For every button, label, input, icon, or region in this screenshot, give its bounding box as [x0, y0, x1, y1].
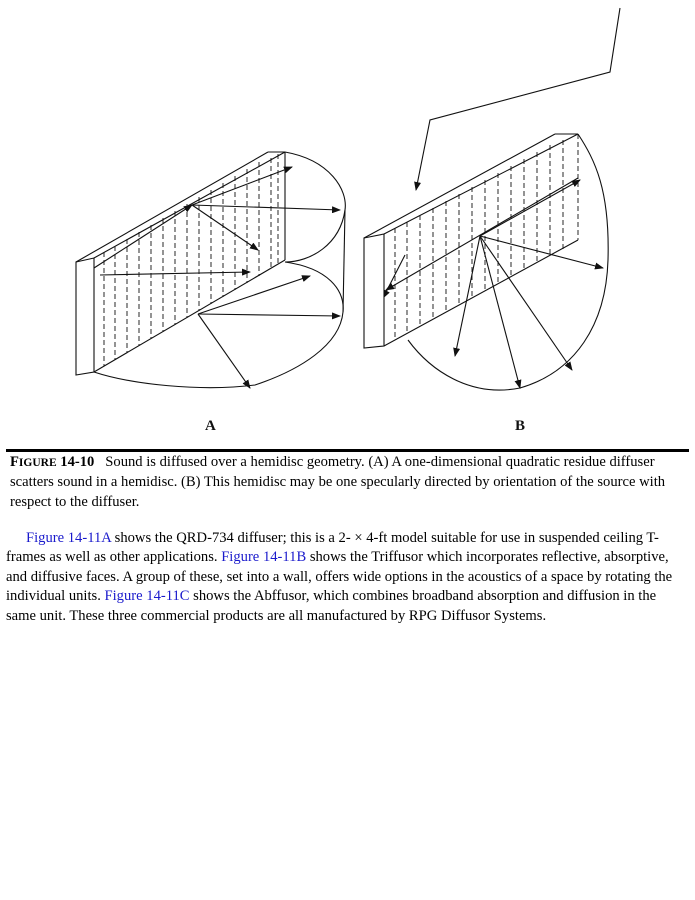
- panel-a-label: A: [205, 418, 216, 434]
- body-paragraph: Figure 14-11A shows the QRD-734 diffuser; this is a 2- × 4-ft model suitable for use in suspended ceiling T-frames as well as other applications. Figure 14-11B shows the Triffusor which incorporates reflective, absorptive, and diffusive faces. A group of these, set into a wall, offers wide options in the acoustics of a space by rotating the individual units. Figure 14-11C shows the Abffusor, which combines broadband absorption and diffusion in the same unit. These three commercial products are all manufactured by RPG Diffusor Systems.: [6, 530, 673, 624]
- panel-a-rays: [94, 167, 340, 388]
- panel-a-diffuser: [76, 152, 285, 375]
- caption-rule: [6, 449, 689, 452]
- figure-14-11c-link[interactable]: Figure 14-11C: [104, 588, 190, 605]
- figure-14-11a-link[interactable]: Figure 14-11A: [26, 530, 111, 546]
- figure-caption: [10, 453, 685, 512]
- panel-a-hemidiscs: [94, 152, 345, 388]
- figure-number: FIGURE 14-10: [10, 454, 95, 470]
- panel-b-label: B: [515, 418, 526, 434]
- panel-b-rays: [386, 178, 603, 388]
- hemidisc-diffusion-figure: [0, 0, 695, 445]
- panel-b-incident-ray: [383, 8, 620, 298]
- caption-text: Sound is diffused over a hemidisc geometry. (A) A one-dimensional quadratic residue diffuser scatters sound in a hemidisc. (B) This hemidisc may be one specularly directed by orientation of the source with respect to the diffuser.: [10, 454, 666, 510]
- panel-a-illustration: [76, 152, 345, 434]
- panel-b-illustration: [364, 8, 620, 434]
- figure-14-11b-link[interactable]: Figure 14-11B: [221, 549, 307, 566]
